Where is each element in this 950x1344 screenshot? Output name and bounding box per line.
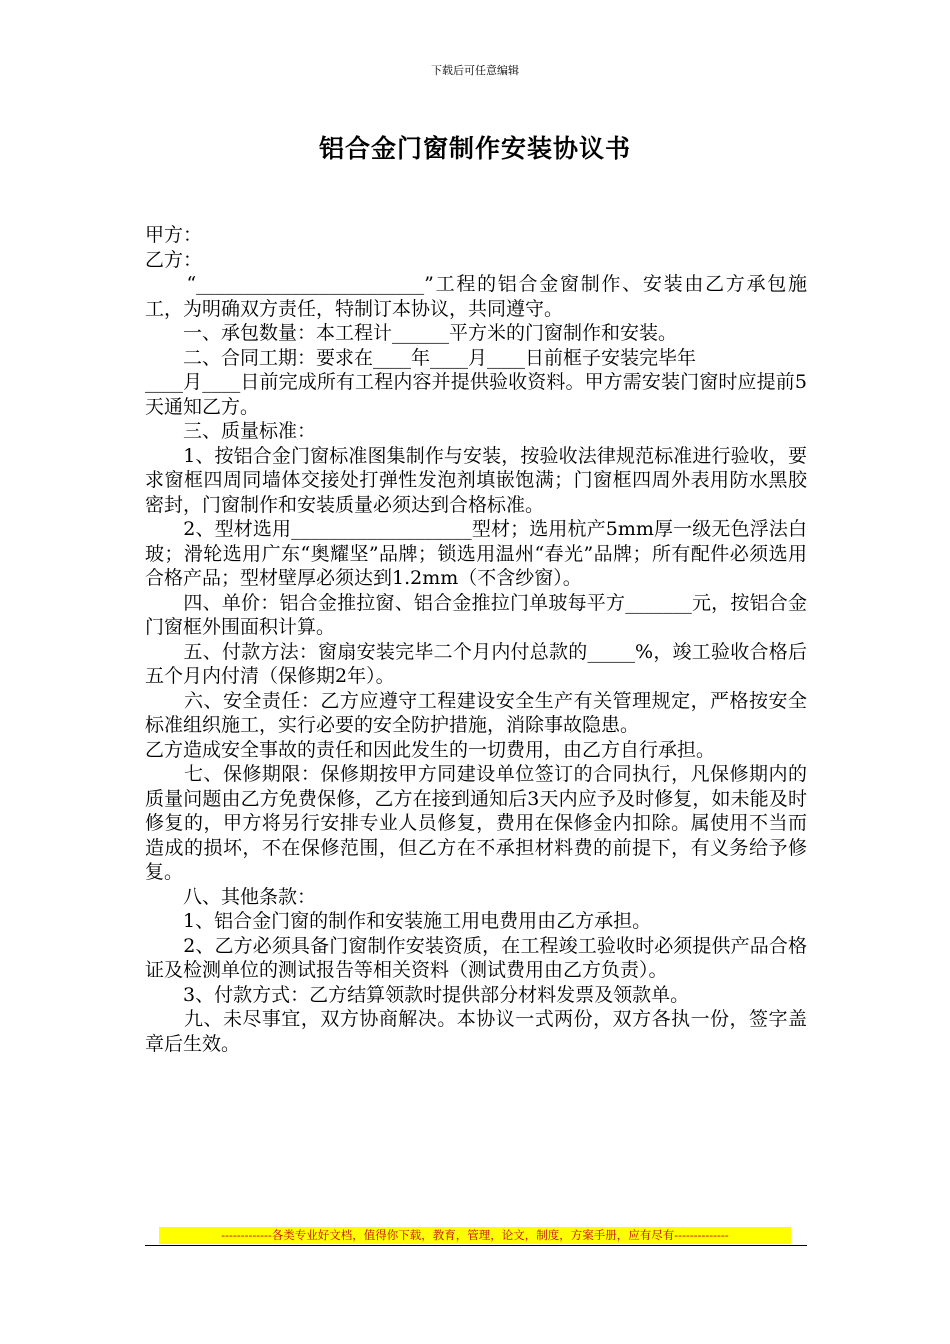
clause-8-item-3: 3、付款方式：乙方结算领款时提供部分材料发票及领款单。: [145, 983, 690, 1006]
document-body: [145, 223, 807, 1056]
clause-9-closing: 九、未尽事宜，双方协商解决。本协议一式两份，双方各执一份，签字盖章后生效。: [145, 1008, 807, 1055]
clause-1-quantity: 一、承包数量：本工程计______平方米的门窗制作和安装。: [145, 322, 678, 344]
clause-2-schedule-continued: ____月____日前完成所有工程内容并提供验收资料。甲方需安装门窗时应提前5天通知乙方。: [145, 371, 807, 418]
clause-3-item-1: 1、按铝合金门窗标准图集制作与安装，按验收法律规范标准进行验收，要求窗框四周同墙体交接处打弹性发泡剂填嵌饱满；门窗框四周外表用防水黑胶密封，门窗制作和安装质量必须达到合格标准。: [145, 444, 807, 516]
footer-banner: -------------各类专业好文档，值得你下载，教育，管理，论文，制度，方案手册，应有尽有--------------: [159, 1227, 791, 1244]
clause-3-item-2: 2、型材选用___________________型材；选用杭产5mm厚一级无色浮法白玻；滑轮选用广东“奥耀坚”品牌；锁选用温州“春光”品牌；所有配件必须选用合格产品；型材壁厚必须达到1.2mm（不含纱窗）。: [145, 518, 807, 589]
clause-4-unit-price: 四、单价：铝合金推拉窗、铝合金推拉门单玻每平方_______元，按铝合金门窗框外围面积计算。: [145, 591, 807, 638]
party-b-line: 乙方：: [145, 248, 203, 271]
clause-5-payment-method: 五、付款方法：窗扇安装完毕二个月内付总款的_____%，竣工验收合格后五个月内付清（保修期2年）。: [145, 640, 807, 687]
document-title: 铝合金门窗制作安装协议书: [318, 134, 631, 163]
clause-6-safety-continued: 乙方造成安全事故的责任和因此发生的一切费用，由乙方自行承担。: [145, 738, 716, 761]
clause-3-quality-heading: 三、质量标准：: [145, 420, 317, 442]
clause-7-warranty: 七、保修期限：保修期按甲方同建设单位签订的合同执行，凡保修期内的质量问题由乙方免费保修，乙方在接到通知后3天内应予及时修复，如未能及时修复的，甲方将另行安排专业人员修复，费用在保修金内扣除。属使用不当而造成的损坏，不在保修范围，但乙方在不承担材料费的前提下，有义务给予修复。: [145, 763, 807, 883]
footer-divider: [145, 1245, 807, 1246]
clause-6-safety: 六、安全责任：乙方应遵守工程建设安全生产有关管理规定，严格按安全标准组织施工，实行必要的安全防护措施，消除事故隐患。: [145, 689, 807, 736]
clause-8-item-1: 1、铝合金门窗的制作和安装施工用电费用由乙方承担。: [145, 910, 652, 932]
preamble-paragraph: “________________________”工程的铝合金窗制作、安装由乙方承包施工，为明确双方责任，特制订本协议，共同遵守。: [145, 273, 807, 320]
clause-8-item-2: 2、乙方必须具备门窗制作安装资质，在工程竣工验收时必须提供产品合格证及检测单位的测试报告等相关资料（测试费用由乙方负责）。: [145, 934, 807, 981]
party-a-line: 甲方：: [145, 224, 203, 246]
clause-2-schedule: 二、合同工期：要求在____年____月____日前框子安装完毕年: [145, 346, 697, 369]
page-header-note: 下载后可任意编辑: [431, 64, 519, 77]
clause-8-other-heading: 八、其他条款：: [145, 885, 317, 908]
